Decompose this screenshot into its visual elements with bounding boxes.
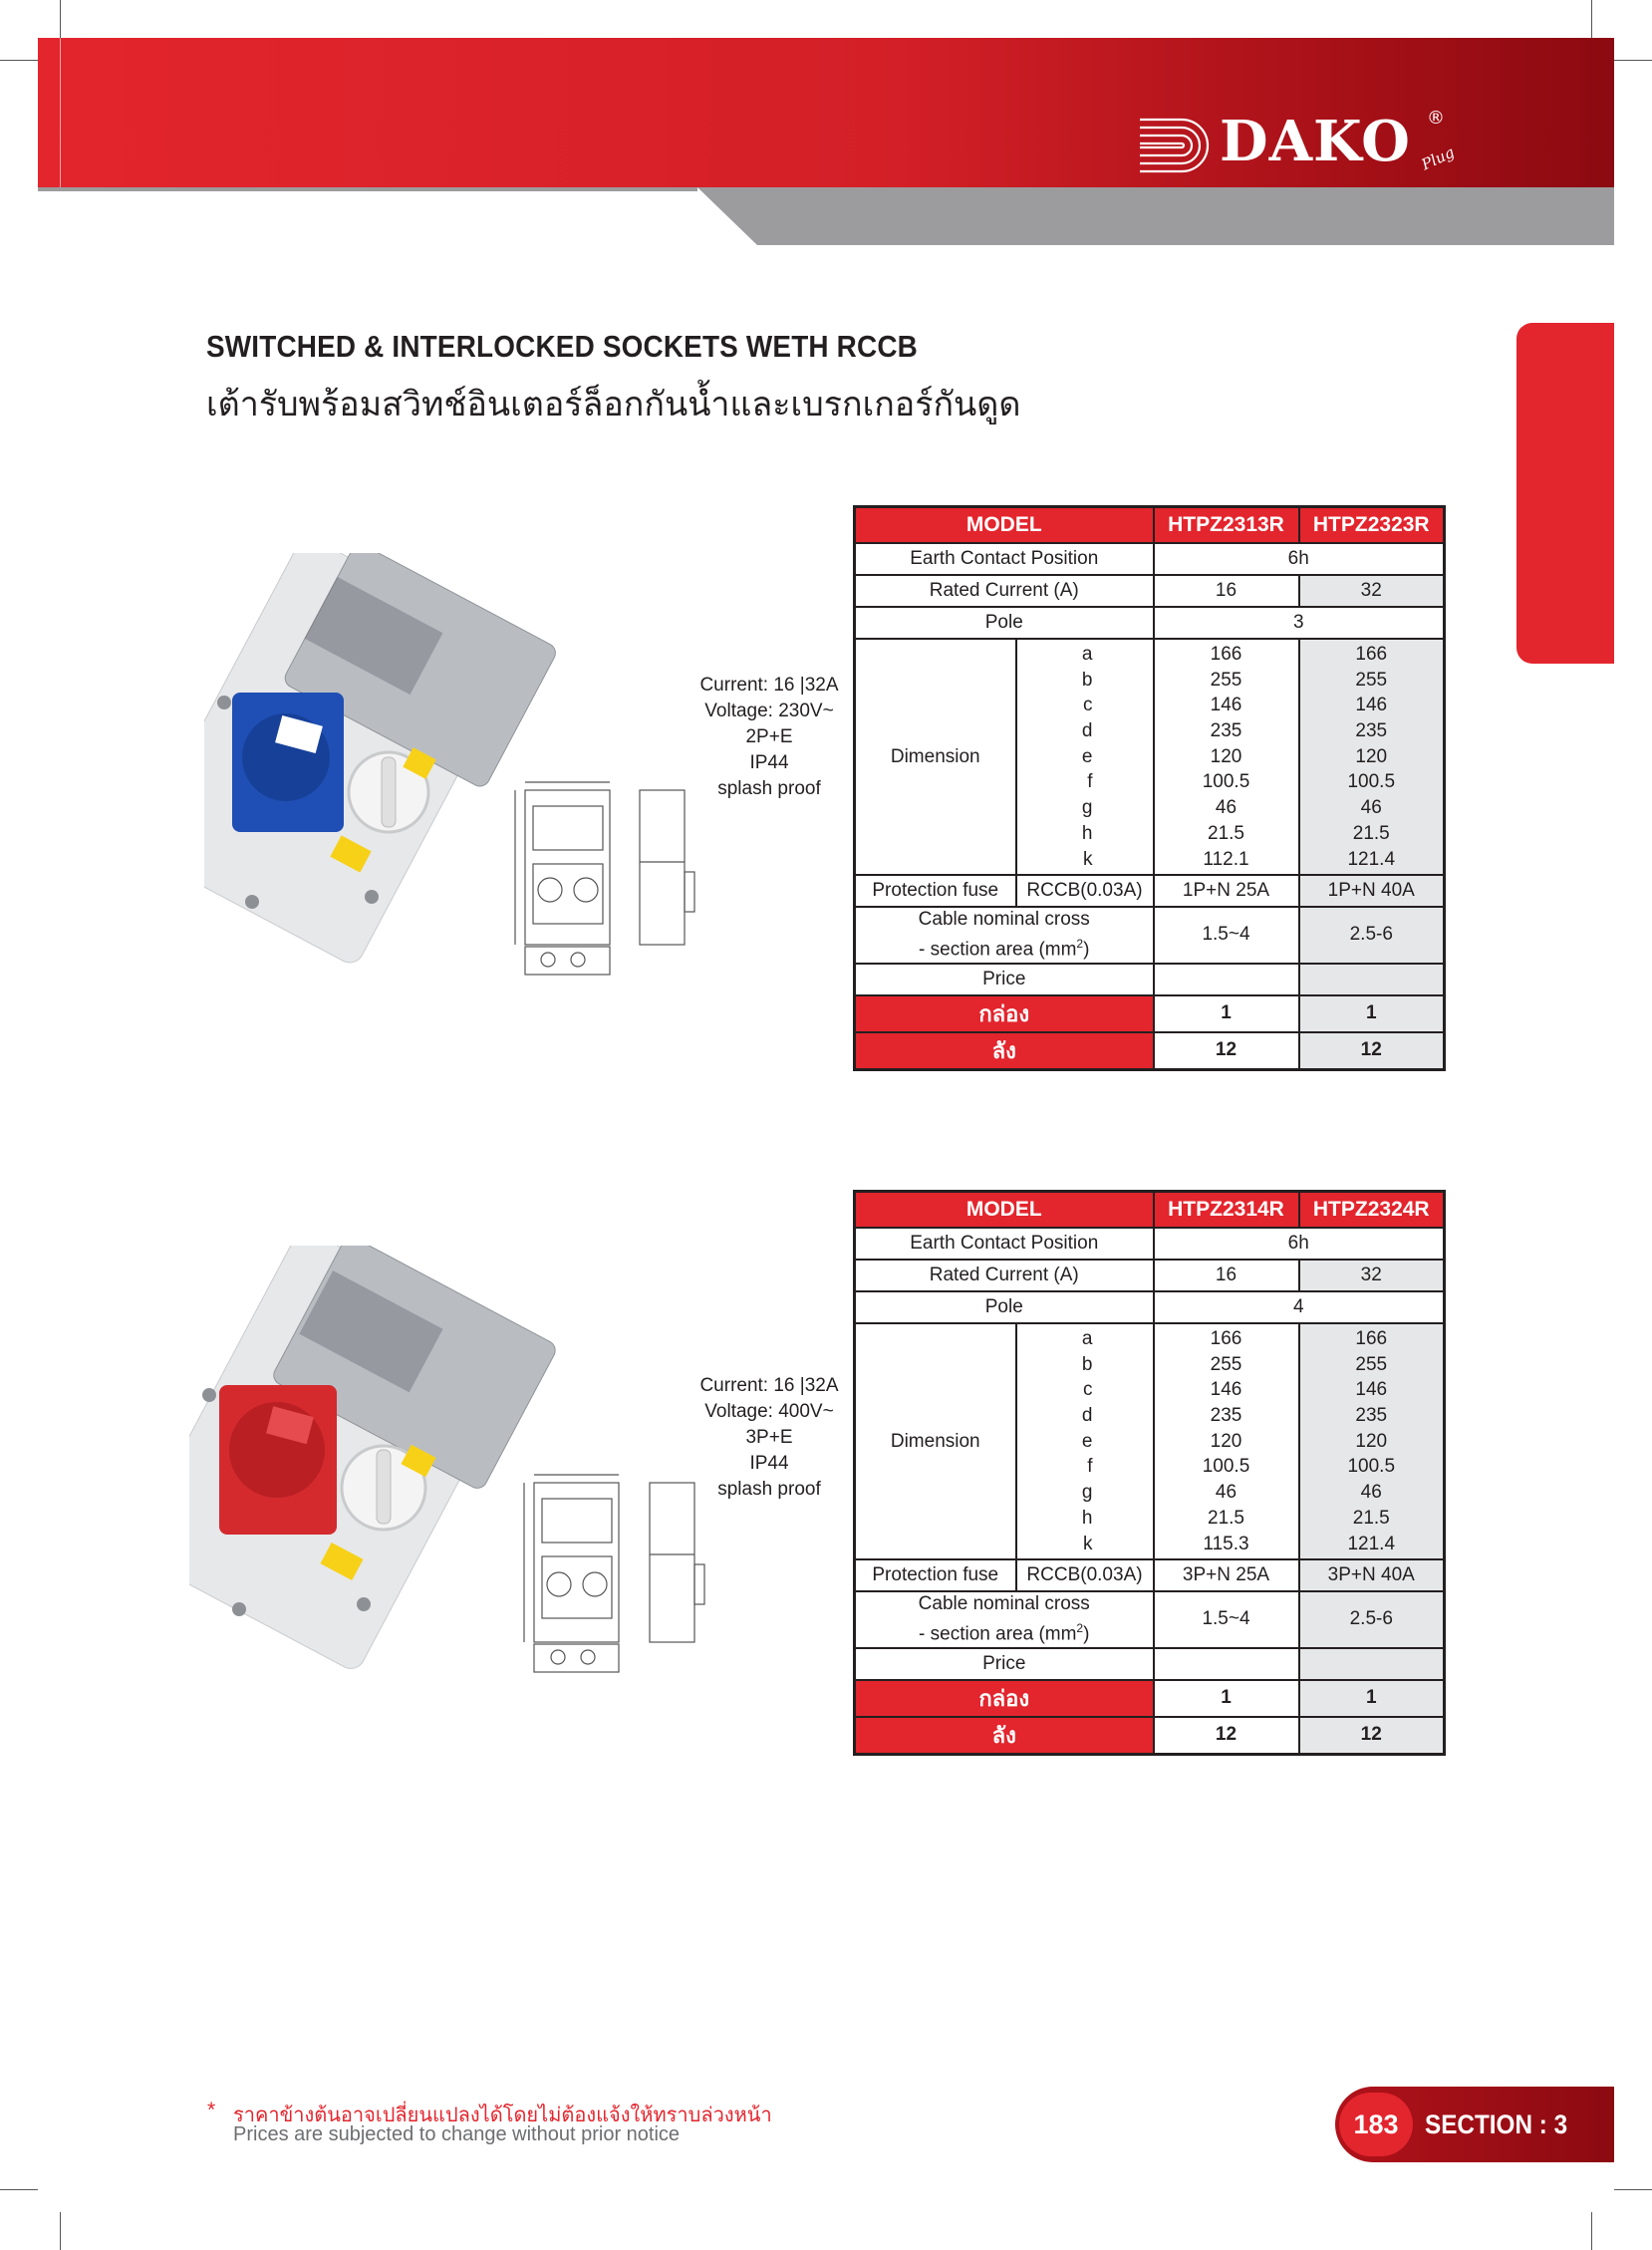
dim-key: f bbox=[1087, 771, 1093, 793]
product-image-1 bbox=[204, 553, 712, 991]
dim-value: 21.5 bbox=[1352, 1507, 1390, 1529]
cable-label-text: - section area (mm bbox=[919, 939, 1077, 961]
dim-key: k bbox=[1083, 848, 1093, 870]
enclosure-photo bbox=[204, 553, 559, 968]
spec-proof: splash proof bbox=[717, 778, 821, 799]
carton-value: 12 bbox=[1154, 1032, 1299, 1070]
dim-value: 120 bbox=[1355, 1430, 1388, 1452]
earth-value: 6h bbox=[1154, 543, 1445, 575]
dim-value: 235 bbox=[1355, 1405, 1388, 1427]
spec-ip: IP44 bbox=[749, 752, 789, 773]
protection-label: Protection fuse bbox=[855, 875, 1016, 907]
cable-value: 1.5~4 bbox=[1154, 907, 1299, 963]
dimension-values bbox=[1299, 639, 1445, 875]
pole-label: Pole bbox=[855, 607, 1154, 639]
dim-value: 146 bbox=[1210, 1379, 1242, 1401]
dim-value: 46 bbox=[1215, 1482, 1238, 1504]
dim-value: 255 bbox=[1355, 1353, 1388, 1375]
dim-value: 21.5 bbox=[1352, 822, 1390, 844]
rated-label: Rated Current (A) bbox=[855, 575, 1154, 607]
box-value: 1 bbox=[1154, 1680, 1299, 1717]
page-number: 183 bbox=[1339, 2093, 1413, 2156]
dim-value: 146 bbox=[1355, 1379, 1388, 1401]
dim-key: e bbox=[1081, 1430, 1093, 1452]
dim-value: 21.5 bbox=[1208, 1507, 1244, 1529]
brand-tagline: Plug bbox=[1418, 142, 1458, 174]
rated-value: 16 bbox=[1154, 1260, 1299, 1291]
dim-value: 146 bbox=[1355, 695, 1388, 716]
dimension-values bbox=[1154, 639, 1299, 875]
spec-voltage: Voltage: 400V~ bbox=[704, 1401, 834, 1422]
dim-value: 166 bbox=[1210, 1328, 1242, 1349]
dimension-drawing bbox=[524, 1475, 704, 1672]
dim-value: 121.4 bbox=[1347, 848, 1396, 870]
cable-label-line1: Cable nominal cross bbox=[918, 1593, 1090, 1615]
cable-label-end: ) bbox=[1083, 939, 1090, 961]
price-value bbox=[1154, 1648, 1299, 1680]
spec-current: Current: 16 |32A bbox=[699, 675, 839, 696]
model-code: HTPZ2323R bbox=[1299, 507, 1445, 544]
dim-value: 115.3 bbox=[1203, 1533, 1249, 1554]
dim-key: e bbox=[1081, 745, 1093, 767]
spec-poles: 2P+E bbox=[745, 726, 793, 747]
dim-value: 100.5 bbox=[1202, 1456, 1250, 1478]
dim-key: g bbox=[1081, 1482, 1093, 1504]
pole-label: Pole bbox=[855, 1291, 1154, 1323]
cable-value: 1.5~4 bbox=[1154, 1591, 1299, 1647]
cable-label bbox=[855, 1591, 1154, 1647]
cable-label-sup: 2 bbox=[1076, 1621, 1084, 1636]
logo-stripes-icon bbox=[1138, 116, 1216, 175]
rated-value: 16 bbox=[1154, 575, 1299, 607]
model-header: MODEL bbox=[855, 1192, 1154, 1229]
fuse-value: 3P+N 40A bbox=[1299, 1559, 1445, 1591]
dim-value: 166 bbox=[1355, 644, 1388, 665]
product-specs-2 bbox=[680, 1373, 859, 1503]
cable-label-line2 bbox=[856, 932, 1153, 962]
cable-label bbox=[855, 907, 1154, 963]
dim-key: k bbox=[1083, 1533, 1093, 1554]
box-label: กล่อง bbox=[855, 995, 1154, 1032]
dim-value: 255 bbox=[1355, 669, 1388, 691]
box-value: 1 bbox=[1154, 995, 1299, 1032]
dimension-label: Dimension bbox=[855, 639, 1016, 875]
spec-poles: 3P+E bbox=[745, 1427, 793, 1448]
dim-value: 120 bbox=[1210, 745, 1242, 767]
enclosure-photo bbox=[189, 1246, 559, 1673]
spec-table-1 bbox=[853, 505, 1446, 1071]
cable-label-sup: 2 bbox=[1076, 937, 1084, 952]
dim-value: 166 bbox=[1355, 1328, 1388, 1349]
header-divider bbox=[38, 187, 697, 191]
dim-key: c bbox=[1083, 1379, 1093, 1401]
product-image-2 bbox=[189, 1246, 707, 1704]
dim-value: 100.5 bbox=[1202, 771, 1250, 793]
dim-key: a bbox=[1081, 1328, 1093, 1349]
box-value: 1 bbox=[1299, 995, 1445, 1032]
carton-value: 12 bbox=[1299, 1032, 1445, 1070]
dim-key: b bbox=[1081, 1353, 1093, 1375]
spec-ip: IP44 bbox=[749, 1453, 789, 1474]
fuse-value: 3P+N 25A bbox=[1154, 1559, 1299, 1591]
footnote-thai: ราคาข้างต้นอาจเปลี่ยนแปลงได้โดยไม่ต้องแจ้งให้ทราบล่วงหน้า bbox=[233, 2103, 772, 2126]
rated-label: Rated Current (A) bbox=[855, 1260, 1154, 1291]
carton-label: ลัง bbox=[855, 1717, 1154, 1755]
cable-label-end: ) bbox=[1083, 1623, 1090, 1645]
dim-value: 255 bbox=[1210, 1353, 1242, 1375]
spec-current: Current: 16 |32A bbox=[699, 1375, 839, 1396]
section-side-tab bbox=[1516, 323, 1614, 664]
page-title-thai: เต้ารับพร้อมสวิทช์อินเตอร์ล็อกกันน้ำและเบรกเกอร์กันดูด bbox=[206, 385, 1021, 424]
dim-value: 235 bbox=[1210, 720, 1242, 742]
protection-label: Protection fuse bbox=[855, 1559, 1016, 1591]
dim-key: d bbox=[1081, 1405, 1093, 1427]
price-label: Price bbox=[855, 964, 1154, 995]
dim-value: 100.5 bbox=[1347, 771, 1396, 793]
dim-value: 120 bbox=[1355, 745, 1388, 767]
product-specs-1 bbox=[680, 673, 859, 802]
section-label: SECTION : 3 bbox=[1425, 2109, 1568, 2139]
cable-label-line1: Cable nominal cross bbox=[918, 909, 1090, 931]
dim-value: 235 bbox=[1210, 1405, 1242, 1427]
model-header: MODEL bbox=[855, 507, 1154, 544]
dim-value: 255 bbox=[1210, 669, 1242, 691]
footnote-english: Prices are subjected to change without prior notice bbox=[233, 2123, 681, 2145]
dim-value: 46 bbox=[1360, 797, 1382, 819]
cable-value: 2.5-6 bbox=[1299, 907, 1445, 963]
dim-value: 120 bbox=[1210, 1430, 1242, 1452]
dim-value: 166 bbox=[1210, 644, 1242, 665]
model-code: HTPZ2324R bbox=[1299, 1192, 1445, 1229]
dim-key: d bbox=[1081, 720, 1093, 742]
dimension-keys bbox=[1016, 639, 1154, 875]
dim-value: 21.5 bbox=[1208, 822, 1244, 844]
cable-label-text: - section area (mm bbox=[919, 1623, 1077, 1645]
cable-value: 2.5-6 bbox=[1299, 1591, 1445, 1647]
box-label: กล่อง bbox=[855, 1680, 1154, 1717]
price-value bbox=[1299, 1648, 1445, 1680]
pole-value: 4 bbox=[1154, 1291, 1445, 1323]
dim-value: 46 bbox=[1215, 797, 1238, 819]
carton-value: 12 bbox=[1154, 1717, 1299, 1755]
dim-key: f bbox=[1087, 1456, 1093, 1478]
dimension-values bbox=[1299, 1323, 1445, 1559]
earth-label: Earth Contact Position bbox=[855, 1228, 1154, 1260]
model-code: HTPZ2313R bbox=[1154, 507, 1299, 544]
earth-label: Earth Contact Position bbox=[855, 543, 1154, 575]
dimension-keys bbox=[1016, 1323, 1154, 1559]
pole-value: 3 bbox=[1154, 607, 1445, 639]
fuse-value: 1P+N 40A bbox=[1299, 875, 1445, 907]
dim-value: 146 bbox=[1210, 695, 1242, 716]
box-value: 1 bbox=[1299, 1680, 1445, 1717]
cable-label-line2 bbox=[856, 1616, 1153, 1646]
header-grey-band bbox=[697, 187, 1614, 245]
dim-key: h bbox=[1081, 1507, 1093, 1529]
dim-key: c bbox=[1083, 695, 1093, 716]
dim-key: g bbox=[1081, 797, 1093, 819]
model-code: HTPZ2314R bbox=[1154, 1192, 1299, 1229]
registered-mark: ® bbox=[1427, 108, 1445, 129]
spec-voltage: Voltage: 230V~ bbox=[704, 701, 834, 721]
carton-label: ลัง bbox=[855, 1032, 1154, 1070]
rated-value: 32 bbox=[1299, 1260, 1445, 1291]
fuse-value: 1P+N 25A bbox=[1154, 875, 1299, 907]
footnote-marker: * bbox=[207, 2099, 216, 2121]
dim-key: a bbox=[1081, 644, 1093, 665]
spec-proof: splash proof bbox=[717, 1479, 821, 1500]
carton-value: 12 bbox=[1299, 1717, 1445, 1755]
dim-value: 112.1 bbox=[1203, 848, 1249, 870]
dim-key: h bbox=[1081, 822, 1093, 844]
dim-value: 46 bbox=[1360, 1482, 1382, 1504]
rccb-label: RCCB(0.03A) bbox=[1016, 1559, 1154, 1591]
price-label: Price bbox=[855, 1648, 1154, 1680]
dim-value: 121.4 bbox=[1347, 1533, 1396, 1554]
dim-value: 100.5 bbox=[1347, 1456, 1396, 1478]
dim-key: b bbox=[1081, 669, 1093, 691]
rated-value: 32 bbox=[1299, 575, 1445, 607]
rccb-label: RCCB(0.03A) bbox=[1016, 875, 1154, 907]
dim-value: 235 bbox=[1355, 720, 1388, 742]
dimension-drawing bbox=[515, 782, 694, 975]
dimension-label: Dimension bbox=[855, 1323, 1016, 1559]
price-value bbox=[1154, 964, 1299, 995]
brand-name: DAKO bbox=[1220, 109, 1411, 174]
spec-table-2 bbox=[853, 1190, 1446, 1756]
dimension-values bbox=[1154, 1323, 1299, 1559]
price-value bbox=[1299, 964, 1445, 995]
page-title: SWITCHED & INTERLOCKED SOCKETS WETH RCCB bbox=[206, 329, 918, 364]
earth-value: 6h bbox=[1154, 1228, 1445, 1260]
